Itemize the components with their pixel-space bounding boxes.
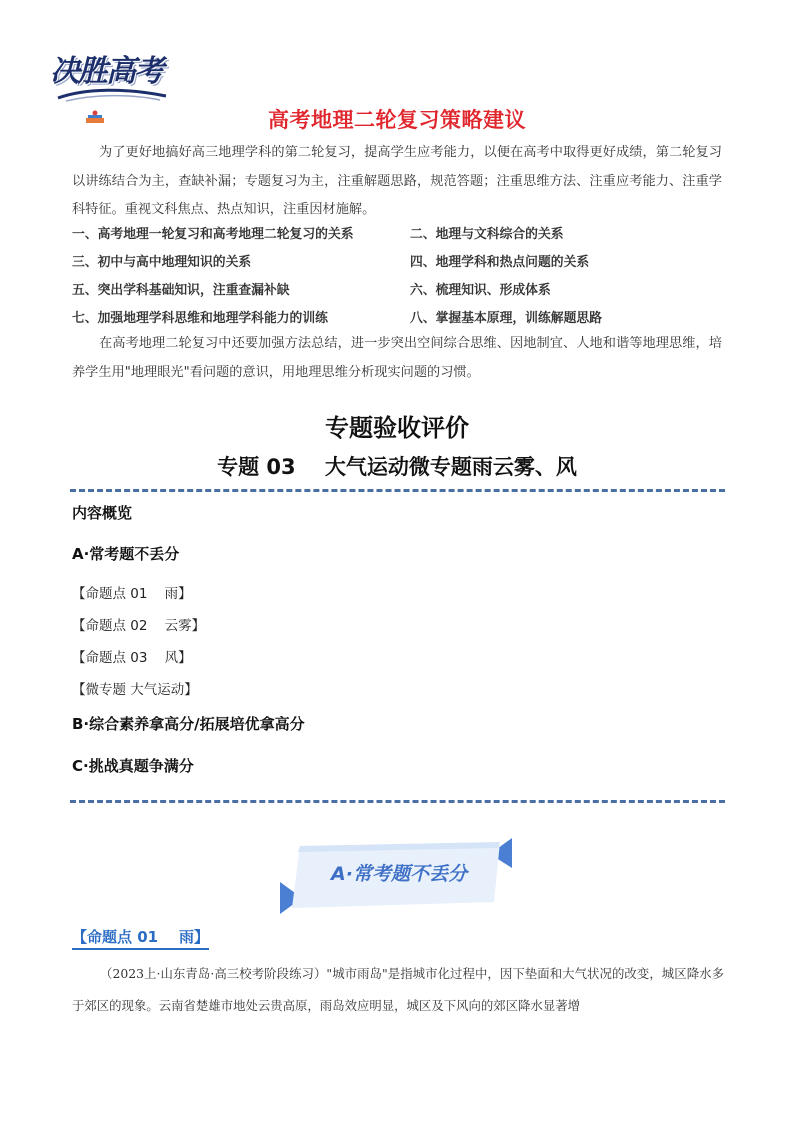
topic-title: 专题 03 大气运动微专题雨云雾、风: [217, 455, 577, 479]
overview-label: 内容概览: [72, 504, 133, 522]
outline-point: 【微专题 大气运动】: [72, 682, 198, 698]
closing-paragraph: 在高考地理二轮复习中还要加强方法总结，进一步突出空间综合思维、因地制宜、人地和谐等地理思维，培养学生用"地理眼光"看问题的意识，用地理思维分析现实问题的习惯。: [72, 336, 722, 380]
question-text: （2023上·山东青岛·高三校考阶段练习）"城市雨岛"是指城市化过程中，因下垫面和大气状况的改变，城区降水多于郊区的现象。云南省楚雄市地处云贵高原，雨岛效应明显，城区及下风向的郊区降水显著增: [72, 966, 724, 1013]
relations-row: [72, 274, 722, 302]
outline-point: 【命题点 03 风】: [72, 650, 192, 666]
section-title: 专题验收评价: [325, 414, 469, 442]
divider: [70, 489, 725, 492]
divider: [70, 800, 725, 803]
intro-paragraph: 为了更好地搞好高三地理学科的第二轮复习，提高学生应考能力，以便在高考中取得更好成绩，第二轮复习以讲练结合为主，查缺补漏；专题复习为主，注重解题思路，规范答题；注重思维方法、注重应考能力、注重学科特征。重视文科焦点、热点知识，注重因材施解。: [72, 145, 722, 217]
relation-item: 七、加强地理学科思维和地理学科能力的训练: [72, 311, 328, 326]
outline-point: 【命题点 02 云雾】: [72, 618, 206, 634]
relation-item: 二、地理与文科综合的关系: [410, 227, 564, 242]
banner-label: A·常考题不丢分: [331, 863, 467, 885]
relation-item: 四、地理学科和热点问题的关系: [410, 255, 590, 270]
outline-point: 【命题点 01 雨】: [72, 586, 192, 602]
relations-row: [72, 246, 722, 274]
relation-item: 一、高考地理一轮复习和高考地理二轮复习的关系: [72, 227, 354, 242]
question-heading: 【命题点 01 雨】: [72, 926, 209, 950]
logo-swoosh-icon: [56, 86, 168, 104]
relation-item: 五、突出学科基础知识，注重查漏补缺: [72, 283, 290, 298]
page-title: 高考地理二轮复习策略建议: [268, 108, 526, 132]
relations-row: [72, 302, 722, 330]
relation-item: 八、掌握基本原理，训练解题思路: [410, 311, 602, 326]
relation-item: 三、初中与高中地理知识的关系: [72, 255, 252, 270]
outline-c-title: C·挑战真题争满分: [72, 757, 194, 775]
relations-list: [72, 218, 722, 330]
section-banner: [276, 838, 516, 914]
outline-a-title: A·常考题不丢分: [72, 545, 180, 563]
logo-text: 决胜高考: [50, 54, 162, 89]
relation-item: 六、梳理知识、形成体系: [410, 283, 551, 298]
relations-row: [72, 218, 722, 246]
outline-b-title: B·综合素养拿高分/拓展培优拿高分: [72, 715, 305, 733]
